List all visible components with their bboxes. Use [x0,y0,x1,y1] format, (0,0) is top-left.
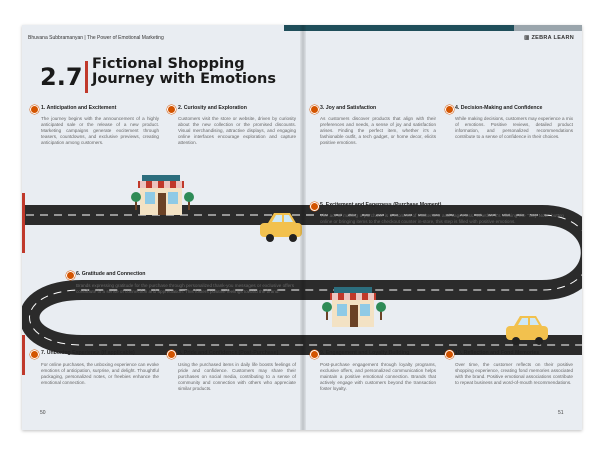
step-1-title: 1. Anticipation and Excitement [41,105,117,111]
step-marker-1 [30,105,39,114]
page-number-left: 50 [40,410,46,416]
step-8-body: Using the purchased items in daily life boosts feelings of pride and confidence. Customers may share their purchases on social media, contributing to a sense of community and connection with others who appreciate similar products. [178,362,296,391]
step-10-body: Over time, the customer reflects on their positive shopping experience, creating fond memories associated with the brand. Positive emotional associations contribute to repeat business and word-of-mouth recommendations. [455,362,573,385]
step-5-title: 5. Excitement and Eagerness (Purchase Moment) [320,202,442,208]
step-9-title: 9. Engagement and Loyalty Building [320,350,410,356]
step-3-body: As customers discover products that align with their preferences and needs, a sense of joy and satisfaction arises. Finding the perfect item, whether it's a fashionable outfit, a tech gadget, or home decor, elicits positive emotions. [320,116,436,145]
step-6-body: Brands expressing gratitude for the purchase through personalized thank-you messages or exclusive offers contribute to a sense of connection and appreciation. This fosters positive feelings toward the brand. [76,283,294,294]
zebra-icon: ▥ [524,35,532,41]
step-marker-2 [167,105,176,114]
step-7-body: For online purchases, the unboxing experience can evoke emotions of anticipation, surprise, and delight. Thoughtful packaging, personalized notes, or freebies enhance the emotional connection. [41,362,159,385]
publisher-logo: ▥ ZEBRA LEARN [524,35,574,41]
step-2-title: 2. Curiosity and Exploration [178,105,247,111]
page-number-right: 51 [558,410,564,416]
running-header: Bhuvana Subbramanyan | The Power of Emotional Marketing [28,35,164,41]
left-edge-accent-2 [22,335,25,375]
step-marker-8 [167,350,176,359]
step-8-title: 8. Pride and Confidence (Post-Purchase) [178,350,279,356]
step-1-body: The journey begins with the announcement of a highly anticipated sale or the release of a new product. Marketing campaigns generate excitement through teasers, countdowns, and exclusive previews, creating anticipation among customers. [41,116,159,145]
step-marker-10 [445,350,454,359]
step-4-body: While making decisions, customers may experience a mix of emotions. Positive reviews, detailed product information, and personalized recommendations contribute to a sense of confidence in their choices. [455,116,573,139]
step-marker-5 [310,202,319,211]
left-edge-accent [22,193,25,253]
step-marker-9 [310,350,319,359]
step-4-title: 4. Decision-Making and Confidence [455,105,543,111]
book-spine [300,25,306,430]
step-marker-7 [30,350,39,359]
step-2-body: Customers visit the store or website, driven by curiosity about the new collection or the promised discounts. Visual merchandising, attractive displays, and engaging online interfaces encourage exploration and capture attention. [178,116,296,145]
step-marker-6 [66,271,75,280]
step-9-body: Post-purchase engagement through loyalty programs, exclusive offers, and personalized communication helps maintain a positive emotional connection. Brands that actively engage with customers beyond the transaction foster loyalty. [320,362,436,391]
chapter-number: 2.7 [40,63,83,91]
step-3-title: 3. Joy and Satisfaction [320,105,377,111]
step-6-title: 6. Gratitude and Connection [76,271,146,277]
book-spread [22,25,582,430]
step-7-title: 7. Unboxing Experience (if applicable) [41,350,135,356]
step-marker-4 [445,105,454,114]
chapter-title: Fictional Shopping Journey with Emotions [92,56,276,87]
step-10-title: 10. Reflection and Fond Memories [455,350,540,356]
shop-icon-1 [138,175,184,215]
shop-icon-2 [330,287,376,327]
step-5-body: The act of making a purchase is a moment of excitement and eagerness. Whether it's clicking the "Buy Now" button online or bringing items to the checkout counter in-store, this step is filled with positive emotions. [320,213,564,224]
step-marker-3 [310,105,319,114]
